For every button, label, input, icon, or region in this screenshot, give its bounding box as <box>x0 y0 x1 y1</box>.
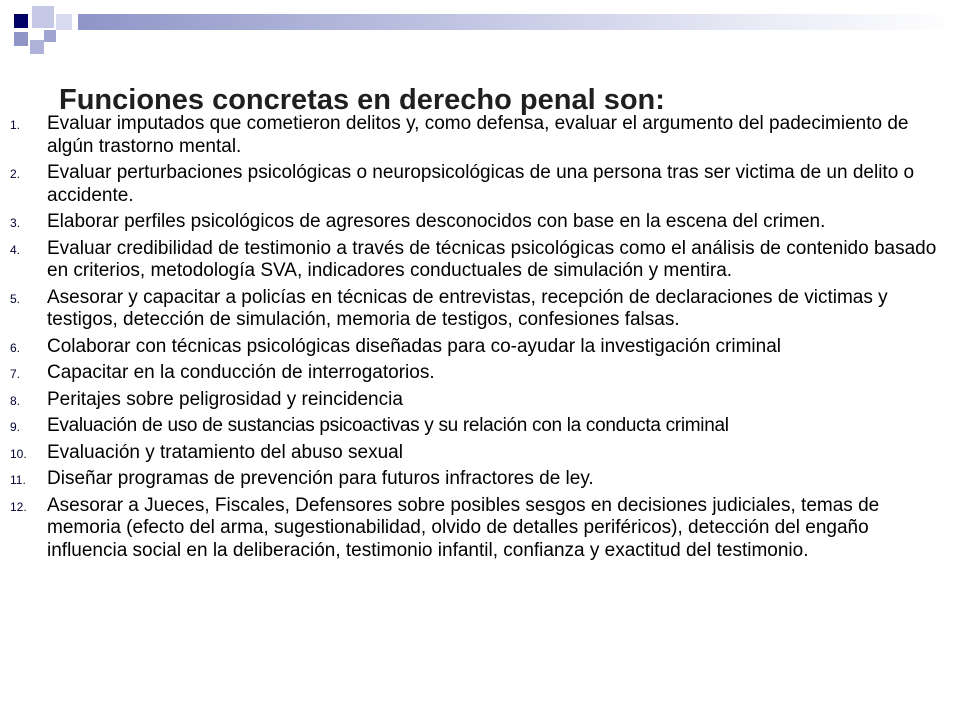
list-item <box>0 362 960 385</box>
list-item-number: 3. <box>10 216 21 230</box>
list-item-text: Evaluación y tratamiento del abuso sexual <box>47 441 403 463</box>
list-item-text: Asesorar a Jueces, Fiscales, Defensores sobre posibles sesgos en decisiones judiciales, temas de memoria (efecto del arma, sugestionabilidad, olvido de detalles periféricos), detección del engaño influencia social en la deliberación, testimonio infantil, confianza y exactitud del testimonio. <box>47 494 880 561</box>
list-item-text: Capacitar en la conducción de interrogatorios. <box>47 362 435 383</box>
list-item <box>0 162 960 207</box>
function-list <box>0 113 960 566</box>
list-item <box>0 238 960 283</box>
list-item-text: Peritajes sobre peligrosidad y reincidencia <box>47 388 403 410</box>
decor-square-dark <box>14 14 28 28</box>
slide-title: Funciones concretas en derecho penal son: <box>59 84 665 116</box>
list-item-text: Evaluar imputados que cometieron delitos y, como defensa, evaluar el argumento del padecimiento de algún trastorno mental. <box>47 113 909 157</box>
decor-square-small <box>30 40 44 54</box>
list-item <box>0 287 960 332</box>
list-item-text: Asesorar y capacitar a policías en técnicas de entrevistas, recepción de declaraciones de victimas y testigos, detección de simulación, memoria de testigos, confesiones falsas. <box>47 286 888 330</box>
list-item-number: 1. <box>10 118 21 132</box>
list-item-number: 12. <box>10 499 27 514</box>
list-item <box>0 468 960 491</box>
decor-top-bar <box>78 14 960 30</box>
list-item-number: 2. <box>10 167 21 181</box>
list-item <box>0 415 960 438</box>
list-item <box>0 442 960 465</box>
list-item <box>0 389 960 412</box>
decor-square-pale <box>56 14 72 30</box>
list-item-number: 9. <box>10 420 21 434</box>
list-item-text: Evaluar credibilidad de testimonio a través de técnicas psicológicas como el análisis de contenido basado en criterios, metodología SVA, indicadores conductuales de simulación y mentira. <box>47 237 937 281</box>
list-item-number: 5. <box>10 291 21 306</box>
list-item <box>0 211 960 234</box>
decor-square-mid <box>14 32 28 46</box>
list-item-number: 8. <box>10 393 21 408</box>
list-item-number: 11. <box>10 473 26 487</box>
list-item-number: 10. <box>10 446 27 461</box>
list-item-number: 6. <box>10 340 21 355</box>
list-item-text: Evaluación de uso de sustancias psicoactivas y su relación con la conducta criminal <box>47 415 729 436</box>
list-item-text: Diseñar programas de prevención para futuros infractores de ley. <box>47 468 594 489</box>
list-item-number: 7. <box>10 367 21 381</box>
list-item <box>0 495 960 563</box>
list-item <box>0 336 960 359</box>
decor-square-light <box>32 6 54 28</box>
list-item <box>0 113 960 158</box>
list-item-number: 4. <box>10 242 21 257</box>
list-item-text: Evaluar perturbaciones psicológicas o neuropsicológicas de una persona tras ser victima de un delito o accidente. <box>47 162 915 206</box>
decor-square-tiny <box>44 30 56 42</box>
list-item-text: Elaborar perfiles psicológicos de agresores desconocidos con base en la escena del crimen. <box>47 211 826 232</box>
list-item-text: Colaborar con técnicas psicológicas diseñadas para co-ayudar la investigación criminal <box>47 335 781 357</box>
